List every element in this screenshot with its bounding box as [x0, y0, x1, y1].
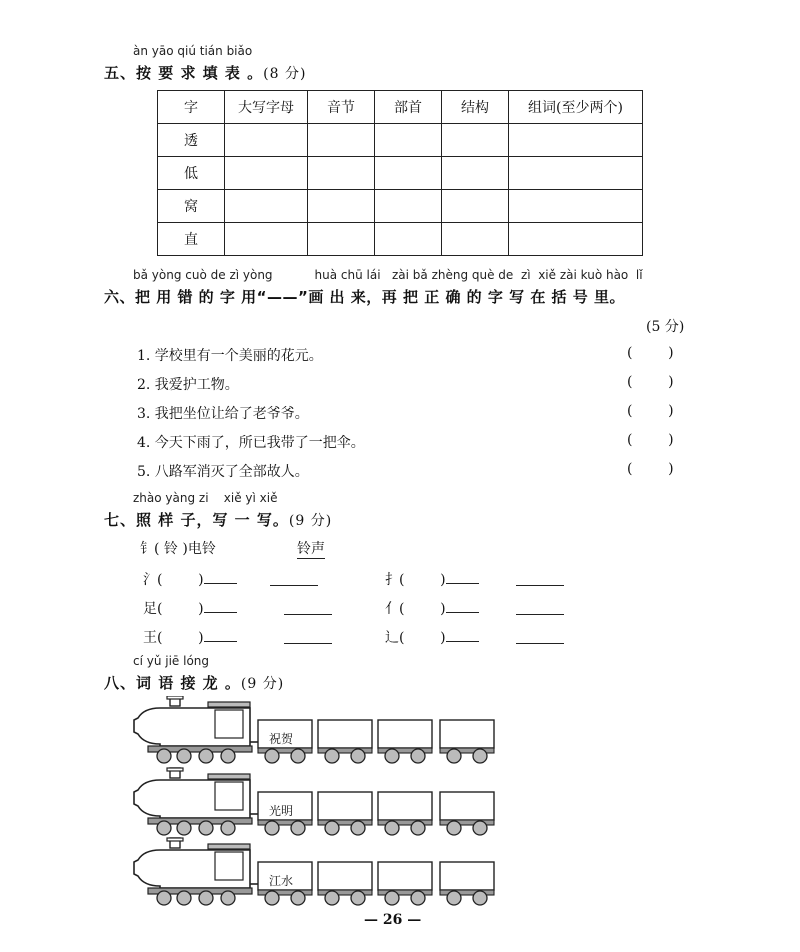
- word-blank[interactable]: [270, 571, 318, 586]
- table-cell[interactable]: [509, 223, 643, 256]
- table-cell[interactable]: [375, 157, 442, 190]
- sec8-title: 八、词 语 接 龙 。: [104, 674, 241, 692]
- radical: 亻: [385, 601, 399, 617]
- word-blank[interactable]: [284, 600, 332, 615]
- sec8-pinyin: cí yǔ jiē lóng: [133, 654, 210, 668]
- table-cell[interactable]: [225, 190, 308, 223]
- train-word-1: 祝贺: [269, 732, 294, 746]
- table-cell[interactable]: [308, 157, 375, 190]
- word-blank[interactable]: [446, 627, 479, 642]
- table-cell[interactable]: [375, 124, 442, 157]
- answer-paren-5[interactable]: ( ): [627, 461, 674, 477]
- sentence-2: 2. 我爱护工物。: [137, 377, 239, 393]
- word-blank[interactable]: [516, 571, 564, 586]
- sec6-title: 六、把 用 错 的 字 用“——”画 出 来，再 把 正 确 的 字 写 在 括 号 里。: [104, 288, 625, 306]
- table-header: 字: [158, 91, 225, 124]
- table-cell[interactable]: [442, 190, 509, 223]
- page-number-line: [364, 912, 421, 928]
- table-header: 大写字母: [225, 91, 308, 124]
- radical-row1-right: [385, 569, 479, 589]
- radical-paren[interactable]: ( ): [399, 601, 446, 617]
- sec6-pinyin: bǎ yòng cuò de zì yòng huà chū lái zài bǎ zhèng què de zì xiě zài kuò hào lǐ: [133, 268, 643, 282]
- example-right: 铃声: [297, 538, 325, 559]
- train-word-2: 光明: [269, 804, 294, 818]
- answer-paren-3[interactable]: ( ): [627, 403, 674, 419]
- sec6-score: (5 分): [646, 319, 685, 335]
- table-header: 音节: [308, 91, 375, 124]
- radical-paren[interactable]: ( ): [157, 601, 204, 617]
- table-cell[interactable]: [375, 223, 442, 256]
- table-header: 结构: [442, 91, 509, 124]
- table-row: [158, 157, 643, 190]
- answer-paren-2[interactable]: ( ): [627, 374, 674, 390]
- sec5-score: (8 分): [263, 66, 307, 82]
- radical: 扌: [385, 572, 399, 588]
- table-row: [158, 190, 643, 223]
- table-cell[interactable]: [442, 223, 509, 256]
- word-blank[interactable]: [284, 629, 332, 644]
- radical-row3-left: [143, 627, 237, 647]
- page-dash: —: [407, 912, 422, 928]
- word-blank[interactable]: [446, 569, 479, 584]
- table-header: 部首: [375, 91, 442, 124]
- table-cell[interactable]: [225, 223, 308, 256]
- sentence-3: 3. 我把坐位让给了老爷爷。: [137, 406, 309, 422]
- table-header: 组词(至少两个): [509, 91, 643, 124]
- radical-paren[interactable]: ( ): [157, 630, 204, 646]
- word-blank[interactable]: [204, 569, 237, 584]
- sec7-pinyin: zhào yàng zi xiě yì xiě: [133, 491, 278, 505]
- sec5-title: 五、按 要 求 填 表 。: [104, 64, 264, 82]
- table-char: 直: [158, 223, 225, 256]
- train-illustration: [130, 696, 510, 908]
- table-cell[interactable]: [509, 190, 643, 223]
- table-cell[interactable]: [509, 157, 643, 190]
- radical-paren[interactable]: ( ): [399, 572, 446, 588]
- table-char: 透: [158, 124, 225, 157]
- word-blank[interactable]: [446, 598, 479, 613]
- table-char: 低: [158, 157, 225, 190]
- sentence-1: 1. 学校里有一个美丽的花元。: [137, 348, 323, 364]
- table-cell[interactable]: [442, 124, 509, 157]
- table-cell[interactable]: [308, 223, 375, 256]
- sec7-heading: [104, 509, 332, 530]
- radical-paren[interactable]: ( ): [399, 630, 446, 646]
- word-blank[interactable]: [516, 629, 564, 644]
- word-blank[interactable]: [204, 598, 237, 613]
- sec7-score: (9 分): [288, 513, 333, 529]
- radical: 足: [143, 601, 157, 617]
- radical-row2-right: [385, 598, 479, 618]
- sec7-title: 七、照 样 子，写 一 写。: [104, 511, 289, 529]
- radical: 王: [143, 630, 157, 646]
- table-row: [158, 124, 643, 157]
- sec8-score: (9 分): [240, 676, 285, 692]
- sentence-4: 4. 今天下雨了，所已我带了一把伞。: [137, 435, 365, 451]
- radical-row3-right: [385, 627, 479, 647]
- example-left: 钅( 铃 )电铃: [140, 541, 216, 557]
- table-cell[interactable]: [308, 190, 375, 223]
- page-number: 26: [382, 912, 403, 928]
- sec5-pinyin: àn yāo qiú tián biǎo: [133, 44, 253, 58]
- table-cell[interactable]: [509, 124, 643, 157]
- word-blank[interactable]: [516, 600, 564, 615]
- radical-paren[interactable]: ( ): [157, 572, 204, 588]
- fill-table: [157, 90, 643, 256]
- sentence-5: 5. 八路军消灭了全部故人。: [137, 464, 309, 480]
- table-row: [158, 223, 643, 256]
- sec8-heading: [104, 672, 284, 693]
- table-cell[interactable]: [225, 124, 308, 157]
- answer-paren-4[interactable]: ( ): [627, 432, 674, 448]
- radical: 氵: [143, 572, 157, 588]
- table-cell[interactable]: [375, 190, 442, 223]
- answer-paren-1[interactable]: ( ): [627, 345, 674, 361]
- page-dash: —: [364, 912, 378, 928]
- train-word-3: 江水: [269, 874, 294, 888]
- radical: 辶: [385, 630, 399, 646]
- sec5-heading: [104, 62, 306, 83]
- radical-row1-left: [143, 569, 237, 589]
- table-char: 窝: [158, 190, 225, 223]
- table-cell[interactable]: [225, 157, 308, 190]
- table-header-row: [158, 91, 643, 124]
- table-cell[interactable]: [308, 124, 375, 157]
- table-cell[interactable]: [442, 157, 509, 190]
- radical-row2-left: [143, 598, 237, 618]
- word-blank[interactable]: [204, 627, 237, 642]
